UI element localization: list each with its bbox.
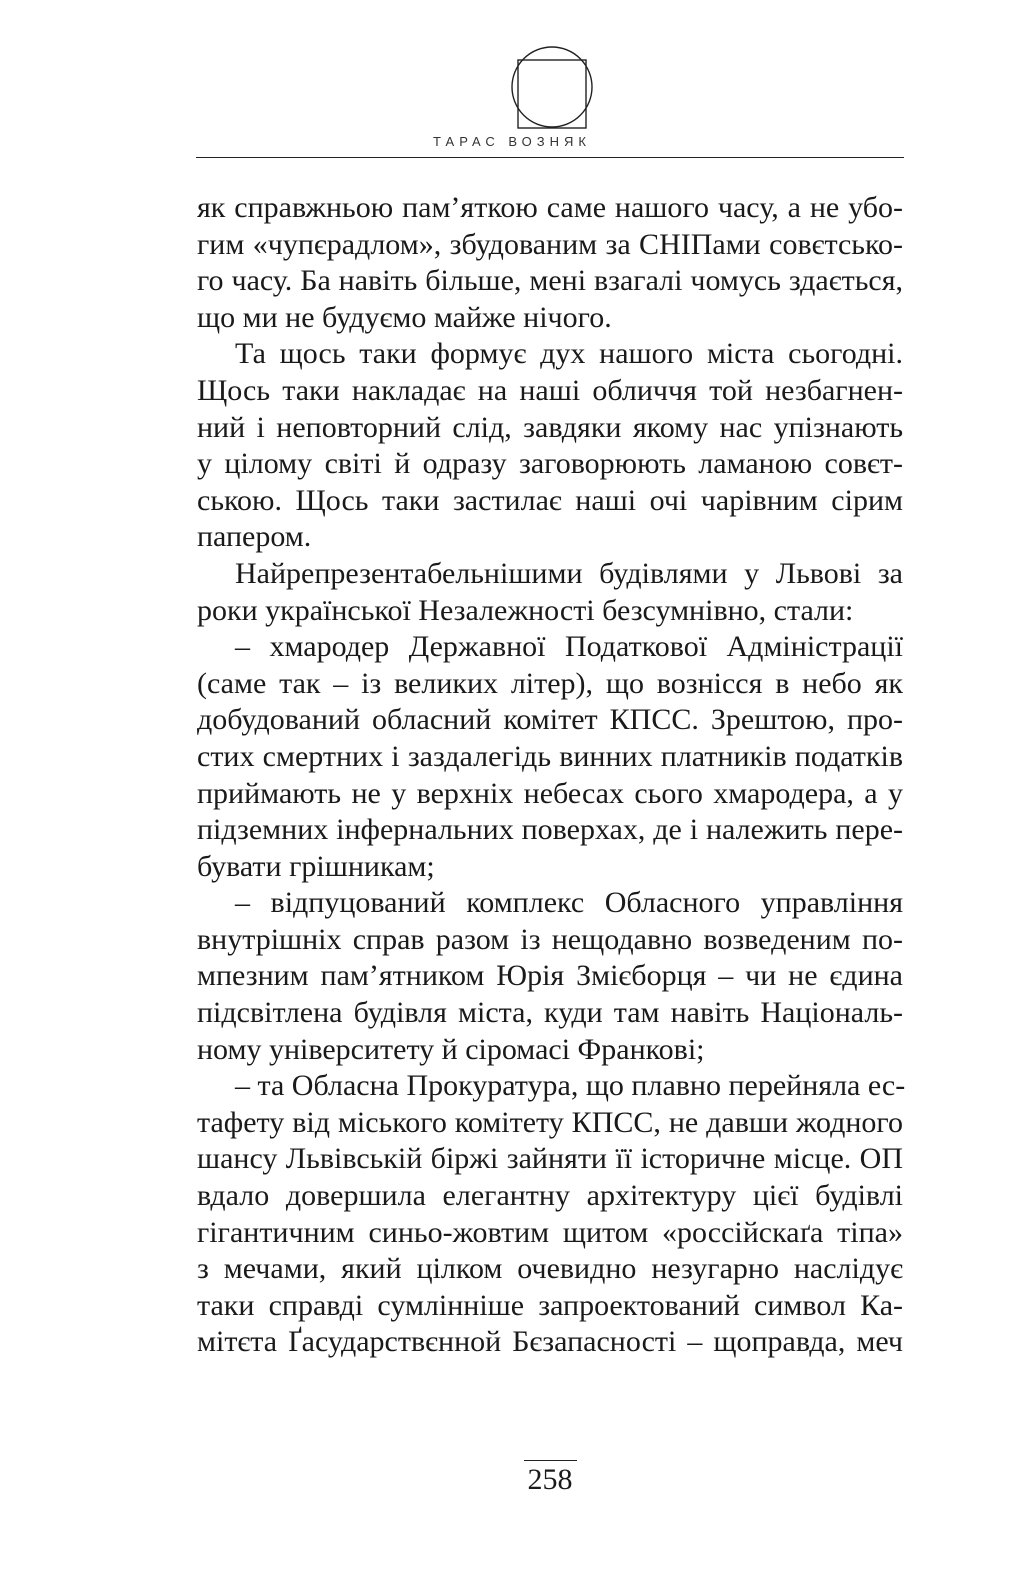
page-number-label: 258 <box>524 1460 577 1496</box>
text-line: тафету від міського комітету КПСС, не давши жодного <box>197 1105 903 1139</box>
text-line: роки української Незалежності безсумнівно, стали: <box>197 593 854 627</box>
header-rule <box>196 157 904 158</box>
text-line: як справжньою пам’яткою саме нашого часу, а не убо- <box>197 191 903 224</box>
text-line: Щось таки накладає на наші обличчя той незбагнен- <box>197 373 903 407</box>
text-line: вдало довершила елегантну архітектуру цієї будівлі <box>197 1179 903 1213</box>
text-line: гігантичним синьо-жовтим щитом «россійскаґа тіпа» <box>197 1215 903 1249</box>
running-head-author: ТАРАС ВОЗНЯК <box>433 134 591 149</box>
text-line: мітєта Ґасударствєнной Бєзапасності – щоправда, меч <box>197 1325 903 1359</box>
text-line: добудований обласний комітет КПСС. Зрештою, про- <box>197 703 903 737</box>
page-number <box>0 1462 1024 1498</box>
text-line: гим «чупєрадлом», збудованим за СНІПами совєтсько- <box>197 227 903 261</box>
text-line: з мечами, який цілком очевидно незугарно наслідує <box>197 1252 903 1286</box>
text-line: шансу Львівській біржі зайняти її історичне місце. ОП <box>197 1142 903 1176</box>
text-line: ний і неповторний слід, завдяки якому нас упізнають <box>197 410 903 444</box>
text-line: ному університету й сіромасі Франкові; <box>197 1032 705 1066</box>
text-line: підсвітлена будівля міста, куди там навіть Національ- <box>197 996 903 1030</box>
text-line: приймають не у верхніх небесах сього хмародера, а у <box>197 776 903 810</box>
text-line: у цілому світі й одразу заговорюють ламаною совєт- <box>197 447 903 481</box>
text-line: папером. <box>197 520 312 554</box>
text-line: таки справді сумлінніше запроектований символ Ка- <box>197 1288 903 1322</box>
text-line: підземних інфернальних поверхах, де і належить пере- <box>197 813 903 847</box>
text-line: го часу. Ба навіть більше, мені взагалі чомусь здається, <box>197 264 903 298</box>
square-circle-logo-icon <box>510 44 594 130</box>
body-text <box>197 190 906 1361</box>
text-line: Найрепрезентабельнішими будівлями у Львові за <box>235 556 903 590</box>
text-line: – хмародер Державної Податкової Адміністрації <box>235 630 903 664</box>
text-line: бувати грішникам; <box>197 849 435 883</box>
text-line: мпезним пам’ятником Юрія Змієборця – чи не єдина <box>197 959 903 993</box>
text-line: стих смертних і заздалегідь винних платників податків <box>197 739 903 773</box>
text-line: ською. Щось таки застилає наші очі чарівним сірим <box>197 483 903 517</box>
text-line: Та щось таки формує дух нашого міста сьогодні. <box>235 337 903 371</box>
text-line: що ми не будуємо майже нічого. <box>197 300 612 334</box>
text-line: – відпуцований комплекс Обласного управління <box>235 886 903 920</box>
text-line: – та Обласна Прокуратура, що плавно перейняла ес- <box>235 1069 906 1103</box>
text-line: (саме так – із великих літер), що вознісся в небо як <box>197 666 903 700</box>
text-line: внутрішніх справ разом із нещодавно возведеним по- <box>197 922 903 956</box>
